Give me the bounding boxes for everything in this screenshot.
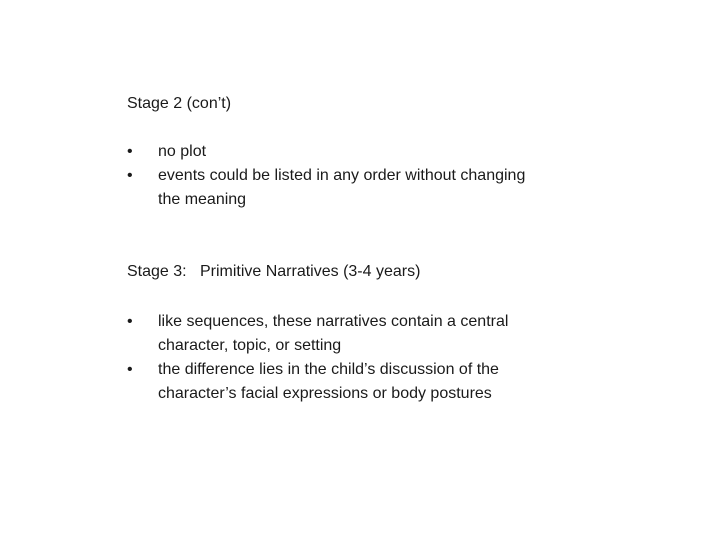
stage2-bullet-list [127,140,547,212]
list-item [127,164,547,212]
list-item [127,310,547,358]
bullet-icon: • [127,167,133,184]
bullet-icon: • [127,143,133,160]
bullet-icon: • [127,313,133,330]
stage3-heading: Stage 3: Primitive Narratives (3-4 years) [127,263,421,280]
bullet-text: like sequences, these narratives contain a central character, topic, or setting [158,313,509,354]
list-item [127,140,547,164]
stage3-bullet-list [127,310,547,406]
bullet-text: the difference lies in the child’s discussion of the character’s facial expressions or body postures [158,361,499,402]
stage2-heading: Stage 2 (con’t) [127,95,232,112]
bullet-text: events could be listed in any order without changing the meaning [158,167,526,208]
bullet-icon: • [127,361,133,378]
bullet-text: no plot [158,143,207,160]
list-item [127,358,547,406]
